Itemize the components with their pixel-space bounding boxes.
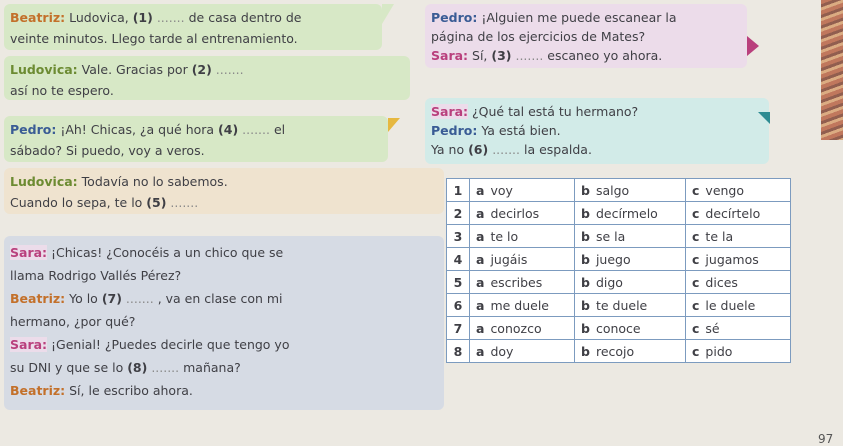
dialogue-text: llama Rodrigo Vallés Pérez? xyxy=(10,268,182,283)
dialogue-text: Sí, le escribo ahora. xyxy=(65,383,193,398)
option-text: se la xyxy=(595,228,626,244)
bubble-line xyxy=(10,119,382,140)
option-number: 3 xyxy=(447,225,470,248)
option-letter: b xyxy=(581,251,590,267)
option-letter: a xyxy=(476,343,485,359)
option-text: jugáis xyxy=(490,251,528,267)
option-cell-a[interactable] xyxy=(470,225,575,248)
option-cell-b[interactable] xyxy=(575,317,686,340)
gap-number: (2) xyxy=(191,62,212,77)
dialogue-text: mañana? xyxy=(183,360,241,375)
dialogue-text: de casa dentro de xyxy=(188,10,302,25)
option-text: pido xyxy=(705,343,733,359)
option-cell-a[interactable] xyxy=(470,294,575,317)
option-row xyxy=(447,294,791,317)
option-letter: a xyxy=(476,297,485,313)
option-text: jugamos xyxy=(705,251,759,267)
bubble-line xyxy=(431,102,763,121)
option-cell-c[interactable] xyxy=(686,179,791,202)
option-letter: c xyxy=(692,228,700,244)
dialogue-text: Todavía no lo sabemos. xyxy=(77,174,228,189)
dialogue-text: ¡Ah! Chicas, ¿a qué hora xyxy=(56,122,219,137)
speaker-name: Pedro: xyxy=(10,122,57,137)
dialogue-text: ¿Qué tal está tu hermano? xyxy=(468,104,639,119)
dialogue-text: la espalda. xyxy=(523,142,592,157)
option-letter: b xyxy=(581,205,590,221)
option-text: decírmelo xyxy=(595,205,658,221)
option-letter: b xyxy=(581,297,590,313)
speaker-name: Beatriz: xyxy=(10,10,66,25)
option-cell-b[interactable] xyxy=(575,340,686,363)
option-cell-c[interactable] xyxy=(686,294,791,317)
bubble-line xyxy=(10,333,438,356)
option-cell-b[interactable] xyxy=(575,271,686,294)
answer-blank: ....... xyxy=(511,48,548,63)
option-cell-c[interactable] xyxy=(686,271,791,294)
option-text: vengo xyxy=(705,182,745,198)
dialogue-text: su DNI y que se lo xyxy=(10,360,128,375)
option-text: me duele xyxy=(490,297,549,313)
gap-number: (5) xyxy=(146,195,167,210)
page-number: 97 xyxy=(818,432,834,446)
option-cell-c[interactable] xyxy=(686,225,791,248)
option-text: le duele xyxy=(705,297,756,313)
option-letter: a xyxy=(476,228,485,244)
option-text: te la xyxy=(705,228,734,244)
option-number: 4 xyxy=(447,248,470,271)
speaker-name: Sara: xyxy=(431,104,469,119)
option-cell-a[interactable] xyxy=(470,248,575,271)
option-letter: b xyxy=(581,182,590,198)
bubble-line xyxy=(10,241,438,264)
option-cell-b[interactable] xyxy=(575,179,686,202)
bubble-line xyxy=(10,192,438,213)
option-cell-c[interactable] xyxy=(686,202,791,225)
dialogue-text: sábado? Si puedo, voy a veros. xyxy=(10,143,205,158)
bubble-line xyxy=(10,7,376,28)
option-text: conozco xyxy=(490,320,542,336)
dialogue-text: , va en clase con mi xyxy=(157,291,283,306)
speaker-name: Ludovica: xyxy=(10,62,78,77)
option-cell-c[interactable] xyxy=(686,248,791,271)
option-number: 6 xyxy=(447,294,470,317)
option-row xyxy=(447,340,791,363)
bubble-line xyxy=(10,59,404,80)
option-text: sé xyxy=(705,320,720,336)
option-letter: a xyxy=(476,320,485,336)
bubble-tail xyxy=(747,36,759,56)
option-text: dices xyxy=(705,274,738,290)
dialogue-text: Yo lo xyxy=(65,291,102,306)
bubble-tail xyxy=(758,112,770,124)
dialogue-text: ¡Chicas! ¿Conocéis a un chico que se xyxy=(47,245,284,260)
answer-blank: ....... xyxy=(211,62,244,77)
option-cell-b[interactable] xyxy=(575,248,686,271)
option-row xyxy=(447,248,791,271)
option-text: te lo xyxy=(490,228,519,244)
bubble-tail xyxy=(388,118,400,132)
options-table xyxy=(446,178,791,363)
dialogue-text: Cuando lo sepa, te lo xyxy=(10,195,147,210)
chat-bubble-ludovica-1 xyxy=(4,56,410,100)
bubble-line xyxy=(431,140,763,159)
option-letter: b xyxy=(581,274,590,290)
answer-blank: ....... xyxy=(152,10,189,25)
dialogue-text: Ya está bien. xyxy=(477,123,561,138)
dialogue-text: página de los ejercicios de Mates? xyxy=(431,29,646,44)
answer-blank: ....... xyxy=(238,122,274,137)
answer-blank: ....... xyxy=(488,142,524,157)
option-cell-a[interactable] xyxy=(470,271,575,294)
gap-number: (1) xyxy=(132,10,153,25)
dialogue-text: Sí, xyxy=(468,48,492,63)
bubble-line xyxy=(431,121,763,140)
speaker-name: Ludovica: xyxy=(10,174,78,189)
option-cell-a[interactable] xyxy=(470,317,575,340)
answer-blank: ....... xyxy=(147,360,184,375)
dialogue-text: escaneo yo ahora. xyxy=(547,48,663,63)
dialogue-text: Vale. Gracias por xyxy=(77,62,192,77)
option-cell-a[interactable] xyxy=(470,340,575,363)
option-letter: c xyxy=(692,251,700,267)
dialogue-text: el xyxy=(273,122,286,137)
chat-bubble-sara-pedro xyxy=(425,98,769,164)
option-text: digo xyxy=(595,274,623,290)
options-table-body xyxy=(447,179,791,363)
option-row xyxy=(447,179,791,202)
option-letter: a xyxy=(476,274,485,290)
chat-bubble-pedro xyxy=(4,116,388,162)
option-text: salgo xyxy=(595,182,630,198)
option-text: juego xyxy=(595,251,631,267)
option-letter: c xyxy=(692,343,700,359)
option-text: decirlos xyxy=(490,205,540,221)
chat-bubble-ludovica-2 xyxy=(4,168,444,214)
gap-number: (4) xyxy=(218,122,239,137)
dialogue-text: Ya no xyxy=(431,142,469,157)
option-text: te duele xyxy=(595,297,648,313)
option-number: 7 xyxy=(447,317,470,340)
bubble-line xyxy=(10,379,438,402)
option-letter: c xyxy=(692,182,700,198)
option-row xyxy=(447,202,791,225)
dialogue-text: veinte minutos. Llego tarde al entrenamiento. xyxy=(10,31,298,46)
option-number: 8 xyxy=(447,340,470,363)
bubble-line xyxy=(10,356,438,379)
option-text: escribes xyxy=(490,274,543,290)
option-letter: b xyxy=(581,228,590,244)
answer-blank: ....... xyxy=(121,291,158,306)
chat-bubble-group xyxy=(4,236,444,410)
option-row xyxy=(447,225,791,248)
option-letter: c xyxy=(692,297,700,313)
bubble-tail xyxy=(382,4,394,24)
speaker-name: Pedro: xyxy=(431,10,478,25)
option-text: doy xyxy=(490,343,514,359)
speaker-name: Sara: xyxy=(431,48,469,63)
gap-number: (6) xyxy=(468,142,489,157)
option-text: voy xyxy=(490,182,513,198)
option-row xyxy=(447,271,791,294)
option-letter: c xyxy=(692,205,700,221)
option-cell-c[interactable] xyxy=(686,340,791,363)
speaker-name: Sara: xyxy=(10,337,48,352)
bubble-line xyxy=(431,46,741,65)
bubble-line xyxy=(10,287,438,310)
option-letter: c xyxy=(692,320,700,336)
speaker-name: Beatriz: xyxy=(10,291,66,306)
option-text: decírtelo xyxy=(705,205,761,221)
option-number: 2 xyxy=(447,202,470,225)
gap-number: (8) xyxy=(127,360,148,375)
gap-number: (3) xyxy=(491,48,512,63)
option-text: recojo xyxy=(595,343,635,359)
option-letter: c xyxy=(692,274,700,290)
option-letter: b xyxy=(581,320,590,336)
bubble-line xyxy=(431,8,741,27)
answer-blank: ....... xyxy=(166,195,199,210)
speaker-name: Pedro: xyxy=(431,123,478,138)
dialogue-text: ¡Genial! ¿Puedes decirle que tengo yo xyxy=(47,337,290,352)
chat-bubble-pedro-sara xyxy=(425,4,747,68)
bubble-line xyxy=(10,171,438,192)
option-letter: a xyxy=(476,182,485,198)
gap-number: (7) xyxy=(101,291,122,306)
dialogue-text: así no te espero. xyxy=(10,83,114,98)
speaker-name: Beatriz: xyxy=(10,383,66,398)
option-cell-c[interactable] xyxy=(686,317,791,340)
option-number: 1 xyxy=(447,179,470,202)
option-text: conoce xyxy=(595,320,641,336)
option-row xyxy=(447,317,791,340)
dialogue-text: ¡Alguien me puede escanear la xyxy=(477,10,677,25)
option-cell-b[interactable] xyxy=(575,225,686,248)
option-cell-b[interactable] xyxy=(575,294,686,317)
speaker-name: Sara: xyxy=(10,245,48,260)
photo-edge-decoration xyxy=(821,0,843,140)
option-letter: a xyxy=(476,205,485,221)
option-cell-b[interactable] xyxy=(575,202,686,225)
option-number: 5 xyxy=(447,271,470,294)
dialogue-text: hermano, ¿por qué? xyxy=(10,314,136,329)
dialogue-text: Ludovica, xyxy=(65,10,133,25)
chat-bubble-beatriz-1 xyxy=(4,4,382,50)
option-letter: a xyxy=(476,251,485,267)
option-cell-a[interactable] xyxy=(470,179,575,202)
option-letter: b xyxy=(581,343,590,359)
option-cell-a[interactable] xyxy=(470,202,575,225)
